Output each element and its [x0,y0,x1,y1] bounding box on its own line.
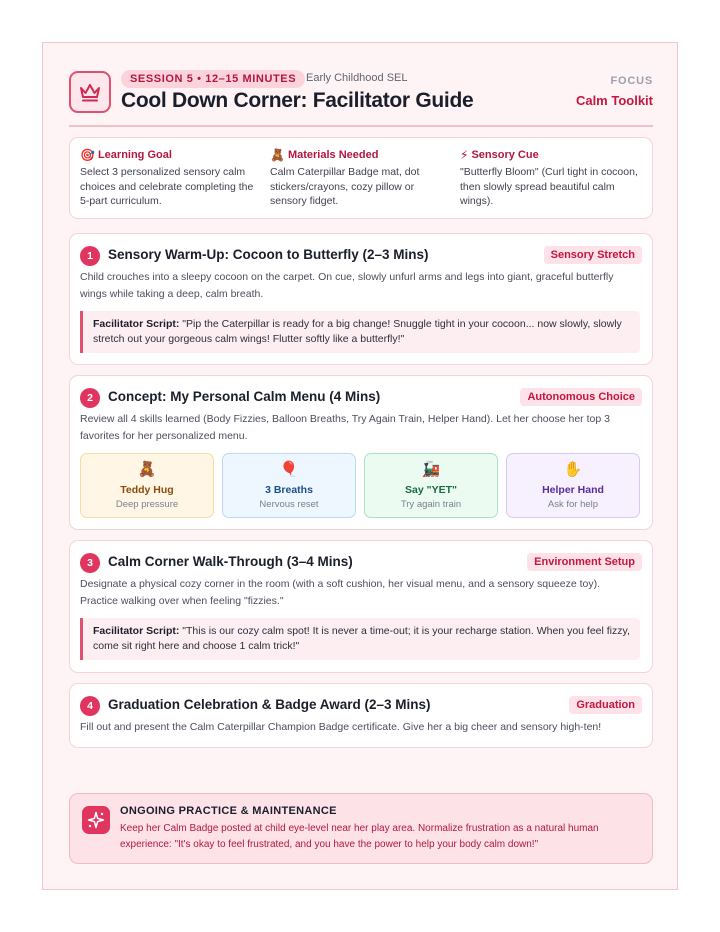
script-label: Facilitator Script: [93,318,180,330]
materials-heading: Materials Needed [287,149,379,161]
step-title: Graduation Celebration & Badge Award (2–3 Mins) [108,697,431,712]
step-tag: Autonomous Choice [520,388,642,406]
step-number: 4 [80,696,100,716]
facilitator-script [80,311,640,353]
step-title: Concept: My Personal Calm Menu (4 Mins) [108,389,381,404]
script-text: "Pip the Caterpillar is ready for a big change! Snuggle tight in your cocoon... now slowly, slowly stretch out your gorgeous calm wings! Flutter softly like a butterfly!" [93,318,622,345]
step-title: Sensory Warm-Up: Cocoon to Butterfly (2–3 Mins) [108,247,429,262]
step-title: Calm Corner Walk-Through (3–4 Mins) [108,554,353,569]
maintenance-callout [69,793,653,864]
session-badge: SESSION 5 • 12–15 MINUTES [121,70,305,88]
raised-hand-icon: ✋ [563,461,583,478]
focus-value: Calm Toolkit [575,93,653,108]
menu-tile-helper-hand[interactable] [506,453,640,518]
lightning-icon: ⚡ [460,148,469,162]
step-card-1 [69,233,653,365]
step-number: 1 [80,246,100,266]
callout-body: Keep her Calm Badge posted at child eye-level near her play area. Normalize frustration as a natural human experience: "It's okay to feel frustrated, and you have the power to help your body calm down!" [120,823,599,850]
sensory-cue [460,148,640,209]
balloon-icon: 🎈 [279,461,299,478]
learning-goal-heading: Learning Goal [97,149,172,161]
callout-title: ONGOING PRACTICE & MAINTENANCE [120,805,337,817]
tile-subtitle: Deep pressure [115,499,179,510]
header-subtitle: Early Childhood SEL [306,72,408,84]
page-title: Cool Down Corner: Facilitator Guide [121,89,474,112]
step-tag: Graduation [569,696,642,714]
guide-page [42,42,678,890]
script-label: Facilitator Script: [93,625,180,637]
facilitator-script [80,618,640,660]
step-number: 2 [80,388,100,408]
tile-name: 3 Breaths [265,484,313,496]
step-card-4 [69,683,653,748]
script-text: "This is our cozy calm spot! It is never a time-out; it is your recharge station. When you feel fizzy, come sit right here and choose 1 calm trick!" [93,625,630,652]
tile-subtitle: Nervous reset [259,499,319,510]
menu-tile-3-breaths[interactable] [222,453,356,518]
tile-subtitle: Ask for help [547,499,599,510]
menu-tile-teddy-hug[interactable] [80,453,214,518]
step-card-2 [69,375,653,530]
tile-subtitle: Try again train [400,499,462,510]
step-tag: Sensory Stretch [544,246,642,264]
teddy-bear-icon: 🧸 [137,461,157,478]
step-card-3 [69,540,653,673]
sensory-cue-heading: Sensory Cue [471,149,539,161]
learning-goal-text: Select 3 personalized sensory calm choices and celebrate completing the 5-part curriculum. [80,166,254,207]
overview-card [69,137,653,219]
step-tag: Environment Setup [527,553,642,571]
materials-needed [270,148,450,209]
step-description: Designate a physical cozy corner in the room (with a soft cushion, her visual menu, and a sensory squeeze toy). Practice walking over when feeling "fizzies." [80,578,601,607]
step-number: 3 [80,553,100,573]
sparkle-icon [82,806,110,834]
tile-name: Helper Hand [542,484,604,496]
learning-goal [80,148,260,209]
target-icon: 🎯 [80,148,95,162]
materials-text: Calm Caterpillar Badge mat, dot stickers/crayons, cozy pillow or sensory fidget. [270,166,420,207]
page-header [69,67,653,125]
crown-icon [69,71,111,113]
tile-name: Say "YET" [405,484,457,496]
sensory-cue-text: "Butterfly Bloom" (Curl tight in cocoon, then slowly spread beautiful calm wings). [460,166,638,207]
step-description: Fill out and present the Calm Caterpillar Champion Badge certificate. Give her a big cheer and sensory high-ten! [80,721,602,733]
step-description: Review all 4 skills learned (Body Fizzies, Balloon Breaths, Try Again Train, Helper Hand). Let her choose her top 3 favorites for her personalized menu. [80,413,610,442]
menu-tile-say-yet[interactable] [364,453,498,518]
teddy-bear-icon: 🧸 [270,148,285,162]
step-description: Child crouches into a sleepy cocoon on the carpet. On cue, slowly unfurl arms and legs into giant, graceful butterfly wings while taking a deep, calm breath. [80,271,614,300]
focus-label: FOCUS [610,75,653,87]
tile-name: Teddy Hug [120,484,174,496]
header-divider [69,125,653,127]
train-icon: 🚂 [421,461,441,478]
